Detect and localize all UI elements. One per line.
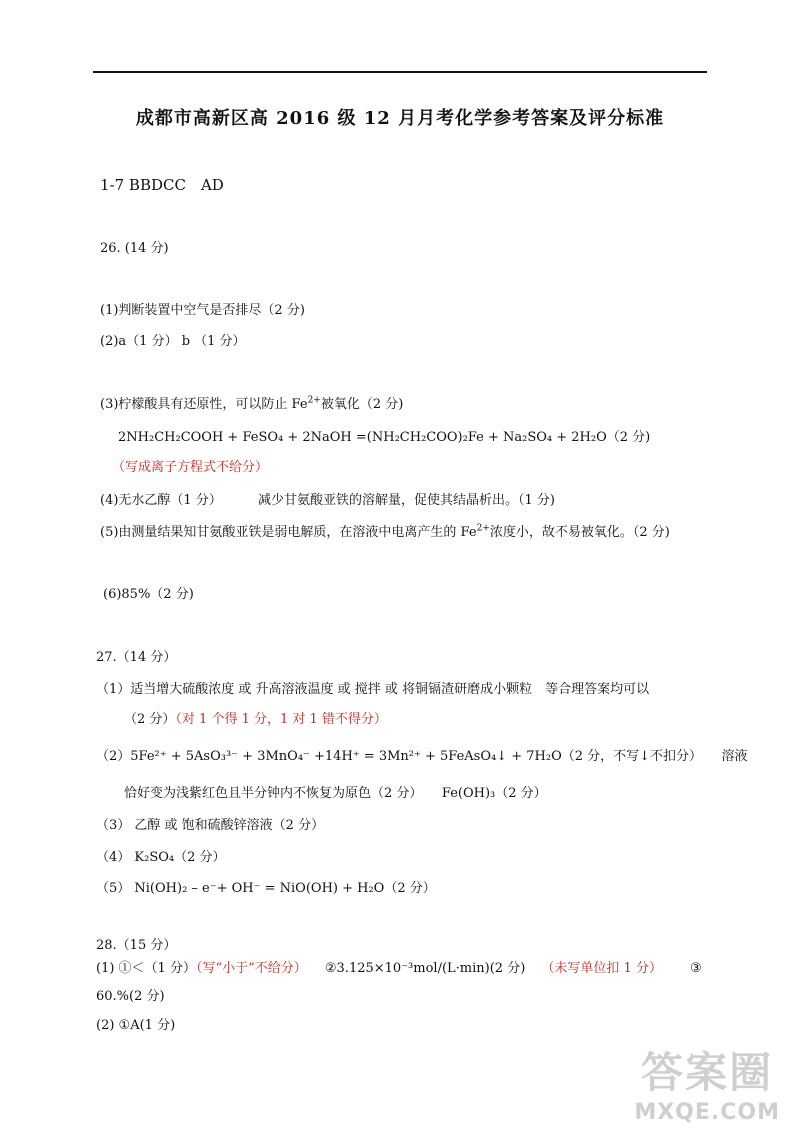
q28-part2: (2) ①A(1 分) bbox=[96, 1018, 176, 1033]
watermark-site: MXQE.COM bbox=[634, 1100, 780, 1125]
watermark-glyphs: 答案圈 bbox=[641, 1048, 774, 1097]
q28-part1-note1: （写“小于”不给分） bbox=[195, 961, 307, 976]
q27-part4: （4） K₂SO₄（2 分） bbox=[96, 850, 226, 865]
q26-note: （写成离子方程式不给分） bbox=[112, 460, 269, 475]
q26-part3-sup: 2+ bbox=[307, 395, 321, 406]
header-rule bbox=[93, 71, 707, 73]
q27-heading: 27.（14 分） bbox=[96, 650, 177, 665]
q26-part5-text-a: (5)由测量结果知甘氨酸亚铁是弱电解质，在溶液中电离产生的 Fe bbox=[100, 525, 477, 540]
q27-part1-score-text: （2 分） bbox=[124, 712, 176, 727]
page-title: 成都市高新区高 2016 级 12 月月考化学参考答案及评分标准 bbox=[135, 108, 665, 129]
q28-part1-b: ②3.125×10⁻³mol/(L·min)(2 分) bbox=[324, 961, 526, 976]
q27-part5: （5） Ni(OH)₂ – e⁻+ OH⁻ = NiO(OH) + H₂O（2 分） bbox=[96, 881, 436, 896]
q26-part5-text-b: 浓度小，故不易被氧化。（2 分) bbox=[489, 525, 670, 540]
mcq-answers: 1-7 BBDCC AD bbox=[100, 176, 224, 194]
q28-heading: 28.（15 分） bbox=[96, 938, 177, 953]
q27-part3: （3） 乙醇 或 饱和硫酸锌溶液（2 分） bbox=[96, 818, 325, 833]
q26-part5-sup: 2+ bbox=[476, 523, 490, 534]
q26-part1: (1)判断装置中空气是否排尽（2 分) bbox=[100, 303, 305, 318]
q28-part1-a: (1) ①＜（1 分） bbox=[96, 961, 196, 976]
q27-part1-note: （对 1 个得 1 分，1 对 1 错不得分） bbox=[175, 712, 387, 727]
q26-part6: (6)85%（2 分) bbox=[103, 587, 194, 602]
q26-equation: 2NH₂CH₂COOH + FeSO₄ + 2NaOH =(NH₂CH₂COO)₂Fe + Na₂SO₄ + 2H₂O（2 分) bbox=[118, 430, 651, 445]
q26-heading: 26. (14 分) bbox=[100, 241, 169, 256]
q27-part2: （2）5Fe²⁺ + 5AsO₃³⁻ + 3MnO₄⁻ +14H⁺ = 3Mn²⁺ + 5FeAsO₄↓ + 7H₂O（2 分，不写↓不扣分） 溶液 bbox=[96, 749, 748, 764]
q28-part1-d: 60.%(2 分) bbox=[96, 989, 165, 1004]
q27-part2-continued: 恰好变为浅紫红色且半分钟内不恢复为原色（2 分） Fe(OH)₃（2 分） bbox=[124, 786, 547, 801]
q27-part1-score bbox=[124, 711, 387, 729]
q26-part3 bbox=[100, 396, 403, 414]
q28-part1-note2: （未写单位扣 1 分） bbox=[541, 961, 662, 976]
q28-part1 bbox=[96, 960, 662, 978]
q26-part3-text-a: (3)柠檬酸具有还原性，可以防止 Fe bbox=[100, 397, 308, 412]
q26-part4a: (4)无水乙醇（1 分） bbox=[100, 493, 222, 508]
q26-part3-text-b: 被氧化（2 分) bbox=[320, 397, 404, 412]
q28-part1-c: ③ bbox=[690, 961, 702, 976]
q27-part1: （1）适当增大硫酸浓度 或 升高溶液温度 或 搅拌 或 将铜镉渣研磨成小颗粒 等合理答案均可以 bbox=[96, 682, 650, 697]
watermark-logo bbox=[634, 1040, 780, 1125]
q26-part5 bbox=[100, 524, 670, 542]
q26-part4b: 减少甘氨酸亚铁的溶解量，促使其结晶析出。（1 分) bbox=[258, 493, 555, 508]
q26-part2: (2)a（1 分） b （1 分） bbox=[100, 334, 246, 349]
